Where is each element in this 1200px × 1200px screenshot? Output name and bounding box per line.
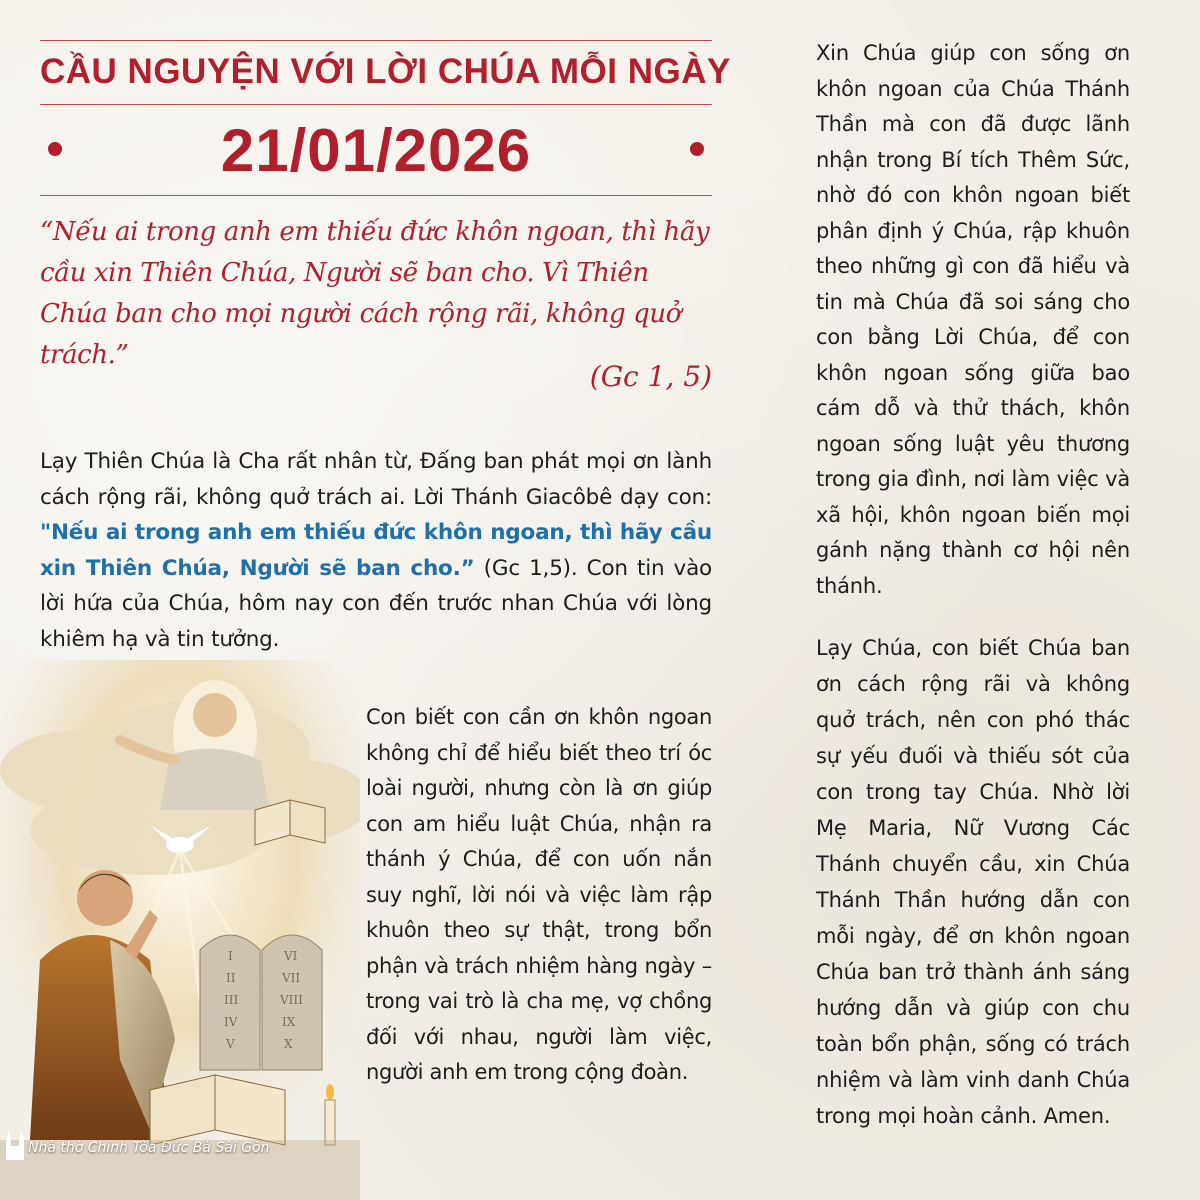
tablet-right-numeral-9: IX — [282, 1015, 296, 1029]
top-rule — [40, 40, 712, 41]
prayer-paragraph-4: Lạy Chúa, con biết Chúa ban ơn cách rộng rãi và không quở trách, nên con phó thác sự yếu đuối và thiếu sót của con trong tay Chúa. Nhờ lời Mẹ Maria, Nữ Vương Các Thánh chuyển cầu, xin Chúa Thánh Thần hướng dẫn con mỗi ngày, để ơn khôn ngoan Chúa ban trở thành ánh sáng hướng dẫn và giúp con chu toàn bổn phận, sống có trách nhiệm và làm vinh danh Chúa trong mọi hoàn cảnh. Amen. — [816, 636, 1130, 1128]
title-divider — [40, 104, 712, 105]
tablet-right-numeral-10: X — [284, 1037, 293, 1051]
tablet-left-numeral-1: I — [228, 949, 233, 963]
cathedral-caption: Nhà thờ Chính Tòa Đức Bà Sài Gòn — [28, 1140, 270, 1156]
prayer-illustration — [0, 660, 360, 1200]
p1-highlight-quote: "Nếu ai trong anh em thiếu đức khôn ngoan, thì hãy cầu xin Thiên Chúa, Người sẽ ban cho.” — [40, 520, 712, 581]
right-bullet-icon — [690, 142, 704, 156]
date-divider — [40, 195, 712, 196]
prayer-paragraph-3: Xin Chúa giúp con sống ơn khôn ngoan của Chúa Thánh Thần mà con đã được lãnh nhận trong Bí tích Thêm Sức, nhờ đó con khôn ngoan biết phân định ý Chúa, rập khuôn theo những gì con đã hiểu và tin mà Chúa đã soi sáng cho con bằng Lời Chúa, để con khôn ngoan sống giữa bao cám dỗ và thử thách, khôn ngoan sống luật yêu thương trong gia đình, nơi làm việc và xã hội, khôn ngoan biến mọi gánh nặng thành cơ hội nên thánh. — [816, 41, 1130, 598]
tablet-right-numeral-8: VIII — [280, 993, 303, 1007]
page-title: CẦU NGUYỆN VỚI LỜI CHÚA MỖI NGÀY — [40, 52, 731, 91]
cathedral-logo-icon — [4, 1128, 26, 1160]
prayer-paragraph-2: Con biết con cần ơn khôn ngoan không chỉ để hiểu biết theo trí óc loài người, nhưng còn là ơn giúp con am hiểu luật Chúa, nhận ra thánh ý Chúa, để con uốn nắn suy nghĩ, lời nói và việc làm rập khuôn theo sự thật, trong bổn phận và trách nhiệm hàng ngày – trong vai trò là cha mẹ, vợ chồng đối với nhau, người làm việc, người anh em trong cộng đoàn. — [366, 705, 712, 1084]
tablet-left-numeral-2: II — [226, 971, 236, 985]
tablet-left-numeral-4: IV — [224, 1015, 238, 1029]
tablet-right-numeral-7: VII — [282, 971, 301, 985]
p1-rest: (Gc 1,5). Con tin vào lời hứa của Chúa, hôm nay con đến trước nhan Chúa với lòng khiêm hạ và tin tưởng. — [40, 555, 712, 652]
scripture-quote: “Nếu ai trong anh em thiếu đức khôn ngoan, thì hãy cầu xin Thiên Chúa, Người sẽ ban cho. Vì Thiên Chúa ban cho mọi người cách rộng rãi, không quở trách.” — [40, 217, 710, 370]
scripture-reference: (Gc 1, 5) — [589, 360, 712, 393]
p1-intro: Lạy Thiên Chúa là Cha rất nhân từ, Đấng ban phát mọi ơn lành cách rộng rãi, không quở trách ai. Lời Thánh Giacôbê dạy con: — [40, 449, 712, 510]
prayer-paragraph-1 — [40, 444, 712, 657]
date-heading: 21/01/2026 — [220, 117, 532, 184]
tablet-left-numeral-3: III — [224, 993, 239, 1007]
tablet-left-numeral-5: V — [226, 1037, 235, 1051]
candle-icon — [325, 1084, 335, 1145]
tablet-right-numeral-6: VI — [284, 949, 298, 963]
